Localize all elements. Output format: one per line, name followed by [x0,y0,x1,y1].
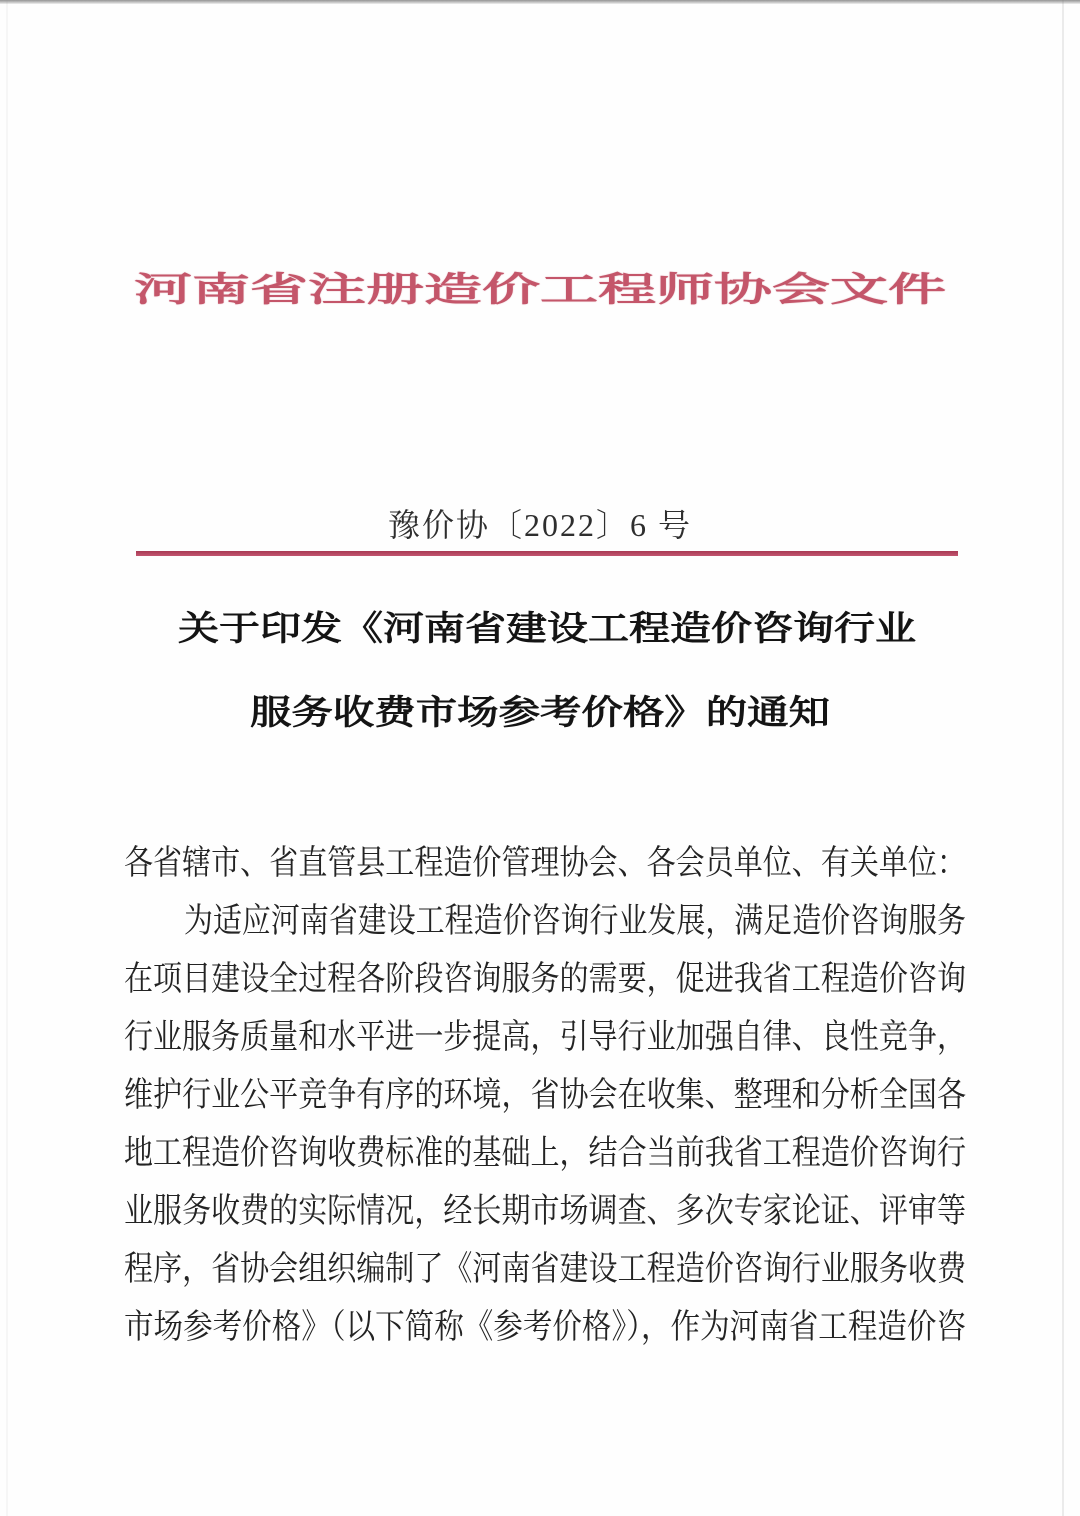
body-line: 在项目建设全过程各阶段咨询服务的需要，促进我省工程造价咨询 [124,961,966,998]
body-row [124,1183,966,1241]
body-paragraph [124,893,966,1357]
body-row [124,1241,966,1299]
body-line: 行业服务质量和水平进一步提高，引导行业加强自律、良性竞争， [124,1019,966,1056]
document-number: 豫价协〔2022〕6 号 [387,507,692,543]
body-row [124,1009,966,1067]
body-line: 业服务收费的实际情况，经长期市场调查、多次专家论证、评审等 [124,1193,966,1230]
scan-right-edge-artifact [1062,0,1064,1516]
document-title-line2: 服务收费市场参考价格》的通知 [250,695,830,732]
org-red-header-title: 河南省注册造价工程师协会文件 [134,272,946,309]
salutation-row [124,835,966,893]
body-line: 维护行业公平竞争有序的环境，省协会在收集、整理和分析全国各 [124,1077,966,1114]
body-row [124,1125,966,1183]
body-block [124,835,966,1357]
scan-top-edge-artifact [0,0,1080,4]
body-line: 为适应河南省建设工程造价咨询行业发展，满足造价咨询服务 [184,903,966,940]
body-line: 程序，省协会组织编制了《河南省建设工程造价咨询行业服务收费 [124,1251,966,1288]
body-row [124,893,966,951]
body-row [124,1067,966,1125]
salutation-line: 各省辖市、省直管县工程造价管理协会、各会员单位、有关单位： [124,845,966,882]
document-title-line1: 关于印发《河南省建设工程造价咨询行业 [178,611,916,648]
red-divider-rule [136,551,958,556]
body-row [124,1299,966,1357]
scan-left-edge-artifact [6,0,8,1516]
body-line: 市场参考价格》（以下简称《参考价格》），作为河南省工程造价咨 [124,1309,966,1346]
body-line: 地工程造价咨询收费标准的基础上，结合当前我省工程造价咨询行 [124,1135,966,1172]
body-row [124,951,966,1009]
